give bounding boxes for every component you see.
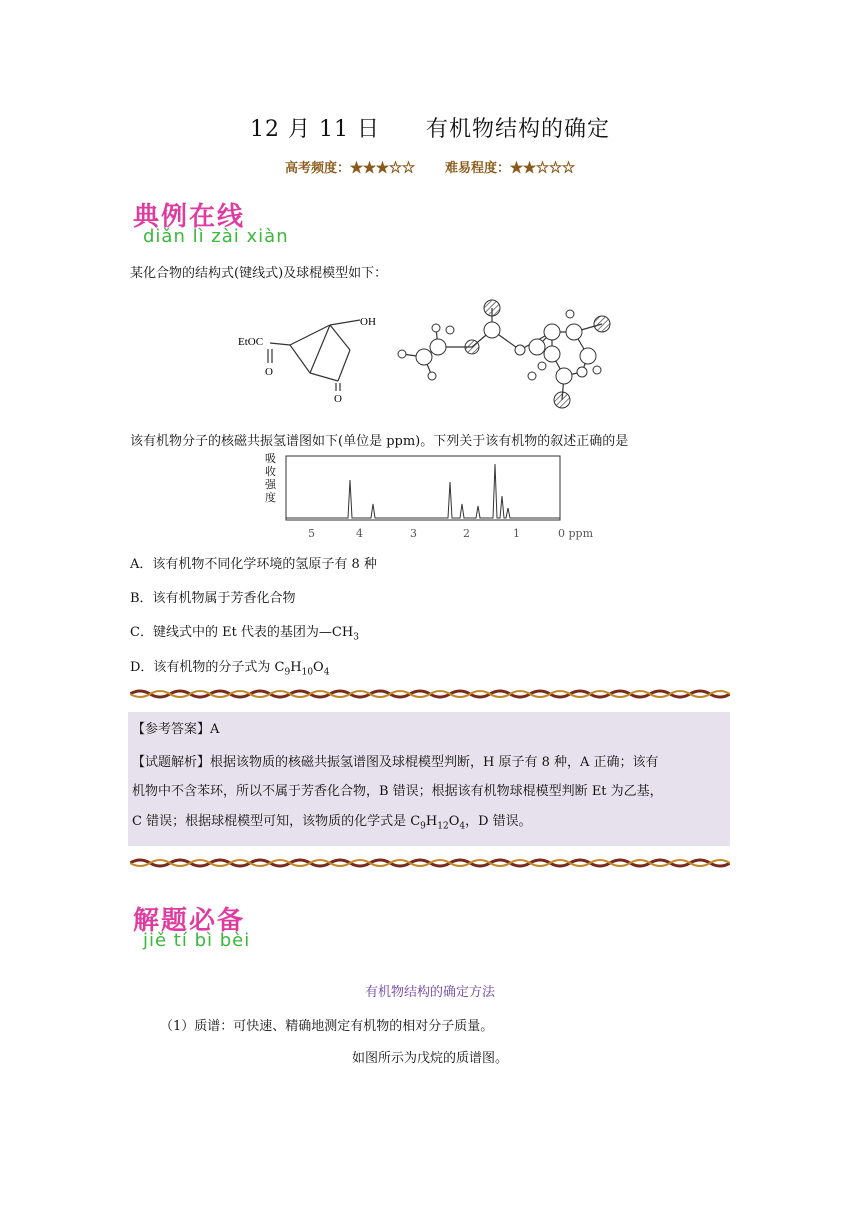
- section-heading: 有机物结构的确定方法: [364, 985, 495, 1000]
- formula-part: H: [425, 814, 438, 829]
- option-d-text: D．该有机物的分子式为 C: [130, 660, 285, 675]
- title-topic: 有机物结构的确定: [425, 117, 610, 142]
- answer-box: [128, 712, 730, 846]
- label-o-ester: O: [265, 366, 273, 378]
- analysis-heading: 【试题解析】: [132, 755, 211, 770]
- formula-sub: 9: [420, 821, 426, 832]
- ball-stick-model: [392, 292, 622, 412]
- nmr-tick-1: 1: [513, 527, 520, 540]
- banner-essentials-title: 解题必备: [133, 906, 246, 936]
- question-intro: 某化合物的结构式(键线式)及球棍模型如下：: [130, 266, 388, 281]
- banner-essentials: [133, 900, 293, 956]
- analysis-text: C 错误；根据球棍模型可知，该物质的化学式是 C: [132, 814, 421, 829]
- nmr-y-label-char: 吸: [265, 452, 276, 465]
- frequency-line: [0, 157, 860, 176]
- skeletal-structure: [230, 305, 390, 405]
- nmr-y-label-char: 度: [265, 491, 276, 504]
- nmr-spectrum: [282, 452, 562, 524]
- analysis-text: 根据该物质的核磁共振氢谱图及球棍模型判断，H 原子有 8 种，A 正确；该有: [210, 755, 659, 770]
- analysis-line-1: [132, 749, 726, 776]
- nmr-tick-0: 0 ppm: [558, 527, 594, 540]
- difficulty-level: 难易程度：★★☆☆☆: [445, 161, 576, 176]
- banner-example: [133, 196, 303, 252]
- formula-part: H: [290, 660, 302, 675]
- banner-example-title: 典例在线: [133, 202, 246, 232]
- formula-part: O: [313, 660, 324, 675]
- formula-sub: 10: [301, 667, 314, 678]
- formula-sub: 4: [323, 667, 330, 678]
- analysis-text: ，D 错误。: [465, 814, 532, 829]
- nmr-y-label-char: 强: [265, 478, 276, 491]
- section-item-1: （1）质谱：可快速、精确地测定有机物的相对分子质量。: [160, 1019, 494, 1034]
- exam-frequency: 高考频度：★★★☆☆: [284, 161, 415, 176]
- title-date: 12 月 11 日: [250, 117, 380, 142]
- banner-example-pinyin: diǎn lì zài xiàn: [143, 226, 289, 247]
- nmr-tick-3: 3: [410, 527, 417, 540]
- nmr-tick-4: 4: [356, 527, 363, 540]
- option-d: [130, 656, 329, 678]
- section-item-1-note: 如图所示为戊烷的质谱图。: [351, 1051, 508, 1066]
- banner-essentials-pinyin: jiě tí bì bèi: [143, 930, 251, 951]
- nmr-tick-2: 2: [463, 527, 470, 540]
- option-c: [130, 621, 359, 643]
- option-c-sub: 3: [353, 632, 359, 643]
- option-a: A．该有机物不同化学环境的氢原子有 8 种: [130, 557, 377, 572]
- reference-answer: 【参考答案】A: [132, 722, 220, 737]
- nmr-tick-5: 5: [308, 527, 315, 540]
- decorative-divider: [130, 688, 730, 700]
- analysis-line-2: 机物中不含苯环，所以不属于芳香化合物，B 错误；根据该有机物球棍模型判断 Et 为乙基，: [132, 784, 663, 799]
- formula-sub: 12: [437, 821, 449, 832]
- nmr-y-label-char: 收: [265, 465, 276, 478]
- option-c-text: C．键线式中的 Et 代表的基团为—CH: [130, 625, 354, 640]
- page-title: [0, 112, 860, 143]
- label-o-ketone: O: [334, 393, 342, 405]
- formula-sub: 4: [459, 821, 466, 832]
- label-etoc: EtOC: [238, 336, 264, 348]
- formula-part: O: [448, 814, 460, 829]
- formula-sub: 9: [284, 667, 291, 678]
- analysis-line-3: [132, 808, 726, 841]
- nmr-y-label: [265, 452, 279, 504]
- option-b: B．该有机物属于芳香化合物: [130, 591, 296, 606]
- decorative-divider: [130, 857, 730, 869]
- label-oh: OH: [360, 316, 376, 328]
- nmr-intro: 该有机物分子的核磁共振氢谱图如下(单位是 ppm)。下列关于该有机物的叙述正确的是: [130, 434, 629, 449]
